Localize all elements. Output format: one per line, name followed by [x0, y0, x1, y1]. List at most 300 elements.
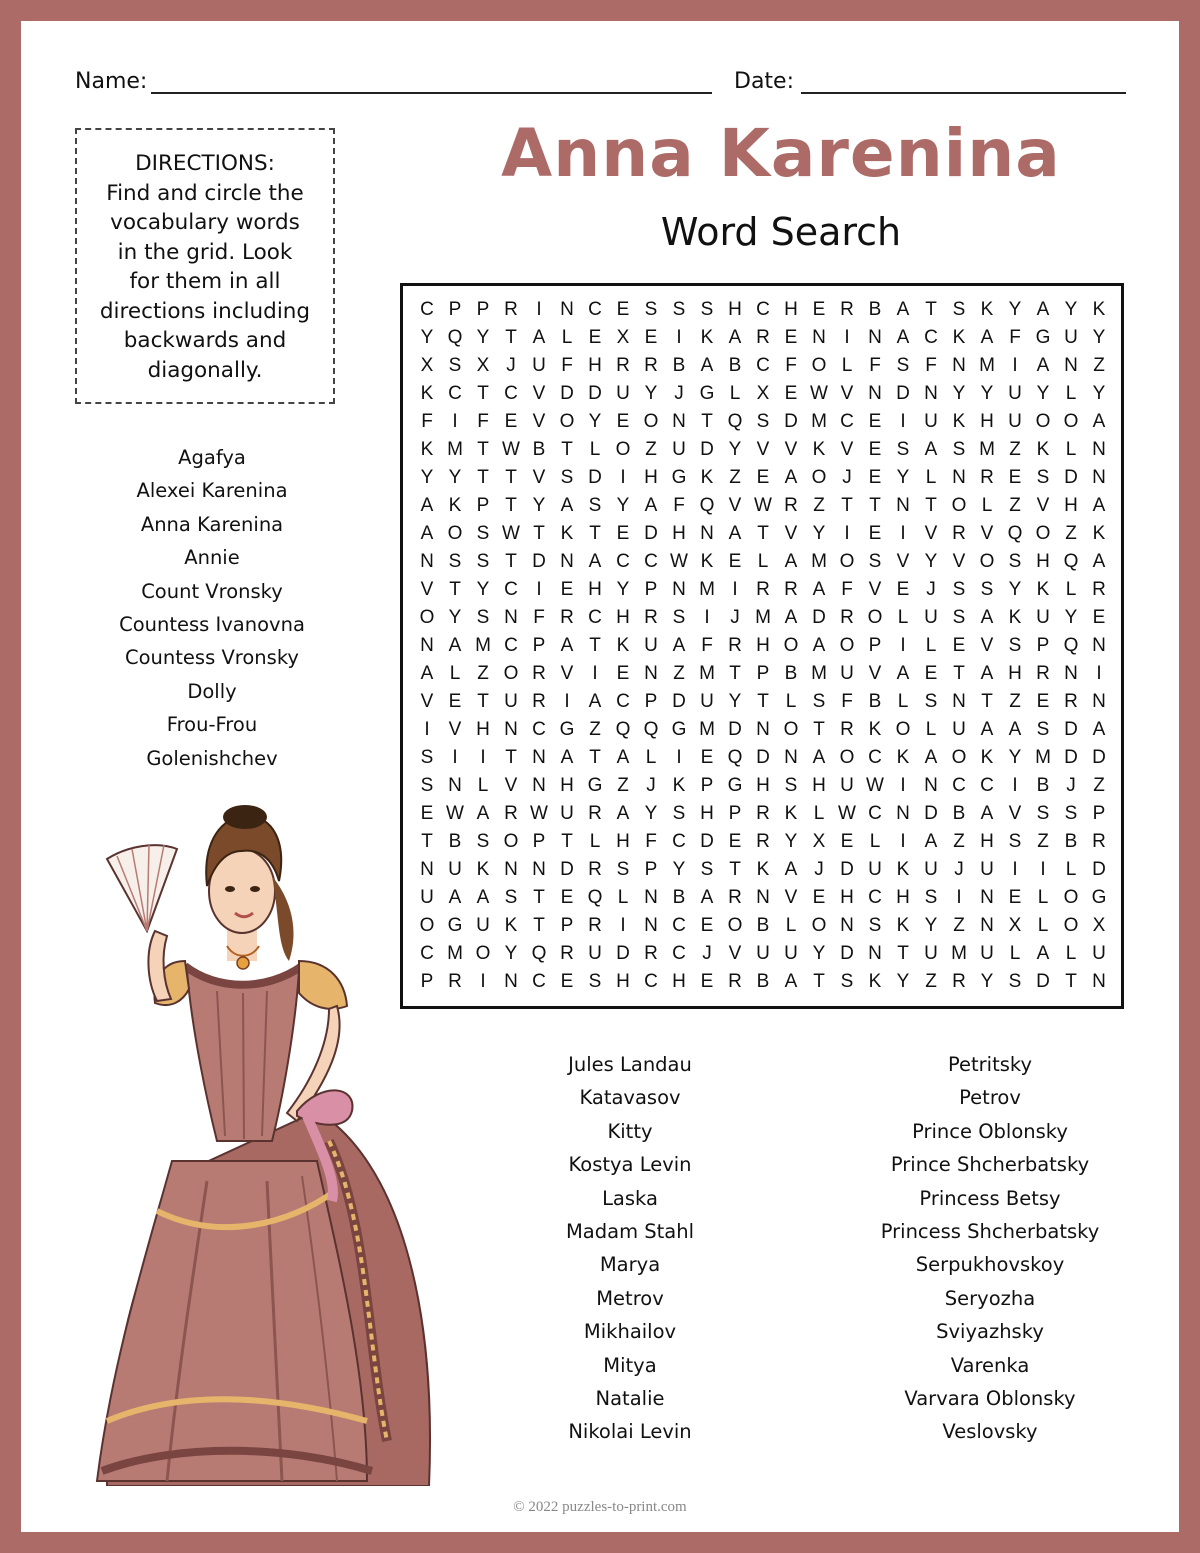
- grid-letter[interactable]: I: [1096, 663, 1102, 684]
- grid-letter[interactable]: A: [476, 887, 490, 908]
- grid-letter[interactable]: A: [924, 439, 938, 460]
- grid-letter[interactable]: O: [783, 635, 799, 656]
- grid-letter[interactable]: H: [812, 775, 826, 796]
- grid-letter[interactable]: T: [925, 495, 937, 516]
- grid-letter[interactable]: S: [1036, 467, 1050, 488]
- grid-letter[interactable]: X: [756, 383, 770, 404]
- grid-letter[interactable]: A: [1092, 551, 1106, 572]
- grid-letter[interactable]: F: [869, 355, 881, 376]
- grid-letter[interactable]: Z: [925, 971, 937, 992]
- grid-letter[interactable]: A: [784, 551, 798, 572]
- grid-letter[interactable]: R: [1064, 691, 1078, 712]
- grid-letter[interactable]: O: [867, 607, 883, 628]
- grid-letter[interactable]: A: [1036, 299, 1050, 320]
- grid-letter[interactable]: Y: [448, 607, 462, 628]
- grid-letter[interactable]: F: [645, 831, 657, 852]
- grid-letter[interactable]: E: [616, 523, 630, 544]
- grid-letter[interactable]: C: [952, 775, 966, 796]
- grid-letter[interactable]: V: [784, 887, 798, 908]
- grid-letter[interactable]: D: [784, 411, 798, 432]
- grid-letter[interactable]: R: [756, 803, 770, 824]
- grid-letter[interactable]: P: [700, 775, 714, 796]
- grid-letter[interactable]: Q: [699, 495, 715, 516]
- grid-letter[interactable]: X: [476, 355, 490, 376]
- grid-letter[interactable]: E: [784, 327, 798, 348]
- grid-letter[interactable]: Z: [1009, 495, 1021, 516]
- grid-letter[interactable]: E: [504, 411, 518, 432]
- grid-letter[interactable]: A: [1092, 495, 1106, 516]
- grid-letter[interactable]: C: [868, 887, 882, 908]
- grid-letter[interactable]: E: [448, 691, 462, 712]
- grid-letter[interactable]: C: [672, 943, 686, 964]
- grid-letter[interactable]: N: [560, 299, 574, 320]
- grid-letter[interactable]: Z: [589, 719, 601, 740]
- grid-letter[interactable]: U: [980, 943, 994, 964]
- grid-letter[interactable]: B: [672, 355, 686, 376]
- grid-letter[interactable]: N: [700, 523, 714, 544]
- grid-letter[interactable]: Q: [587, 887, 603, 908]
- grid-letter[interactable]: B: [952, 803, 966, 824]
- grid-letter[interactable]: E: [952, 635, 966, 656]
- grid-letter[interactable]: B: [868, 299, 882, 320]
- grid-letter[interactable]: V: [980, 635, 994, 656]
- grid-letter[interactable]: O: [503, 831, 519, 852]
- grid-letter[interactable]: E: [1008, 887, 1022, 908]
- grid-letter[interactable]: O: [503, 663, 519, 684]
- grid-letter[interactable]: T: [505, 495, 517, 516]
- grid-letter[interactable]: K: [700, 327, 714, 348]
- grid-letter[interactable]: J: [842, 467, 852, 488]
- grid-letter[interactable]: Y: [476, 579, 490, 600]
- grid-letter[interactable]: S: [672, 607, 686, 628]
- grid-letter[interactable]: P: [560, 915, 574, 936]
- grid-letter[interactable]: W: [530, 803, 548, 824]
- grid-letter[interactable]: K: [980, 747, 994, 768]
- grid-letter[interactable]: T: [561, 831, 573, 852]
- grid-letter[interactable]: P: [532, 831, 546, 852]
- grid-letter[interactable]: Q: [1063, 635, 1079, 656]
- grid-letter[interactable]: P: [476, 495, 490, 516]
- grid-letter[interactable]: M: [699, 719, 715, 740]
- grid-letter[interactable]: K: [1036, 579, 1050, 600]
- grid-letter[interactable]: M: [699, 663, 715, 684]
- grid-letter[interactable]: K: [504, 915, 518, 936]
- grid-letter[interactable]: S: [756, 411, 770, 432]
- grid-letter[interactable]: S: [588, 495, 602, 516]
- grid-letter[interactable]: O: [615, 439, 631, 460]
- grid-letter[interactable]: F: [785, 355, 797, 376]
- grid-letter[interactable]: S: [1036, 803, 1050, 824]
- grid-letter[interactable]: O: [895, 719, 911, 740]
- grid-letter[interactable]: N: [1092, 635, 1106, 656]
- grid-letter[interactable]: N: [812, 327, 826, 348]
- grid-letter[interactable]: S: [1008, 551, 1022, 572]
- grid-letter[interactable]: P: [868, 635, 882, 656]
- grid-letter[interactable]: N: [420, 859, 434, 880]
- grid-letter[interactable]: T: [477, 439, 489, 460]
- grid-letter[interactable]: R: [840, 719, 854, 740]
- grid-letter[interactable]: V: [952, 551, 966, 572]
- grid-letter[interactable]: I: [900, 831, 906, 852]
- grid-letter[interactable]: T: [561, 439, 573, 460]
- grid-letter[interactable]: H: [616, 971, 630, 992]
- grid-letter[interactable]: Y: [448, 467, 462, 488]
- grid-letter[interactable]: Z: [813, 495, 825, 516]
- grid-letter[interactable]: D: [616, 943, 630, 964]
- grid-letter[interactable]: A: [812, 747, 826, 768]
- grid-letter[interactable]: Y: [980, 383, 994, 404]
- grid-letter[interactable]: A: [980, 327, 994, 348]
- grid-letter[interactable]: I: [900, 775, 906, 796]
- grid-letter[interactable]: N: [1092, 467, 1106, 488]
- grid-letter[interactable]: A: [1036, 943, 1050, 964]
- grid-letter[interactable]: C: [672, 915, 686, 936]
- grid-letter[interactable]: I: [676, 327, 682, 348]
- grid-letter[interactable]: J: [926, 579, 936, 600]
- grid-letter[interactable]: L: [589, 831, 601, 852]
- grid-letter[interactable]: E: [756, 467, 770, 488]
- grid-letter[interactable]: Q: [727, 411, 743, 432]
- grid-letter[interactable]: N: [504, 859, 518, 880]
- grid-letter[interactable]: E: [924, 663, 938, 684]
- grid-letter[interactable]: A: [448, 887, 462, 908]
- grid-letter[interactable]: A: [644, 495, 658, 516]
- grid-letter[interactable]: Y: [728, 439, 742, 460]
- grid-letter[interactable]: P: [532, 635, 546, 656]
- grid-letter[interactable]: O: [783, 719, 799, 740]
- grid-letter[interactable]: U: [672, 439, 686, 460]
- grid-letter[interactable]: A: [980, 803, 994, 824]
- grid-letter[interactable]: N: [784, 747, 798, 768]
- grid-letter[interactable]: N: [532, 859, 546, 880]
- grid-letter[interactable]: D: [1092, 859, 1106, 880]
- grid-letter[interactable]: N: [560, 551, 574, 572]
- grid-letter[interactable]: U: [1008, 411, 1022, 432]
- grid-letter[interactable]: M: [979, 355, 995, 376]
- grid-letter[interactable]: T: [533, 523, 545, 544]
- grid-letter[interactable]: J: [506, 355, 516, 376]
- grid-letter[interactable]: A: [1092, 719, 1106, 740]
- grid-letter[interactable]: U: [420, 887, 434, 908]
- grid-letter[interactable]: P: [728, 803, 742, 824]
- grid-letter[interactable]: S: [924, 887, 938, 908]
- grid-letter[interactable]: T: [1065, 971, 1077, 992]
- grid-letter[interactable]: D: [1064, 747, 1078, 768]
- grid-letter[interactable]: N: [644, 663, 658, 684]
- grid-letter[interactable]: E: [868, 439, 882, 460]
- grid-letter[interactable]: Y: [812, 943, 826, 964]
- grid-letter[interactable]: O: [839, 747, 855, 768]
- grid-letter[interactable]: D: [532, 551, 546, 572]
- grid-letter[interactable]: F: [841, 579, 853, 600]
- grid-letter[interactable]: R: [728, 971, 742, 992]
- grid-letter[interactable]: U: [700, 691, 714, 712]
- grid-letter[interactable]: D: [700, 831, 714, 852]
- grid-letter[interactable]: Y: [616, 579, 630, 600]
- grid-letter[interactable]: L: [925, 635, 937, 656]
- grid-letter[interactable]: C: [868, 803, 882, 824]
- grid-letter[interactable]: P: [1036, 635, 1050, 656]
- grid-letter[interactable]: E: [868, 411, 882, 432]
- grid-letter[interactable]: R: [588, 803, 602, 824]
- grid-letter[interactable]: H: [672, 971, 686, 992]
- grid-letter[interactable]: C: [868, 747, 882, 768]
- grid-letter[interactable]: L: [785, 915, 797, 936]
- grid-letter[interactable]: H: [756, 635, 770, 656]
- grid-letter[interactable]: S: [504, 887, 518, 908]
- grid-letter[interactable]: S: [840, 971, 854, 992]
- grid-letter[interactable]: Y: [896, 971, 910, 992]
- grid-letter[interactable]: H: [784, 299, 798, 320]
- grid-letter[interactable]: U: [504, 691, 518, 712]
- grid-letter[interactable]: M: [811, 551, 827, 572]
- grid-letter[interactable]: O: [839, 635, 855, 656]
- grid-letter[interactable]: S: [1008, 831, 1022, 852]
- grid-letter[interactable]: G: [699, 383, 715, 404]
- grid-letter[interactable]: A: [420, 663, 434, 684]
- grid-letter[interactable]: T: [701, 411, 713, 432]
- grid-letter[interactable]: L: [589, 439, 601, 460]
- grid-letter[interactable]: U: [924, 859, 938, 880]
- grid-letter[interactable]: D: [560, 383, 574, 404]
- grid-letter[interactable]: C: [588, 607, 602, 628]
- grid-letter[interactable]: D: [672, 691, 686, 712]
- grid-letter[interactable]: K: [896, 747, 910, 768]
- grid-letter[interactable]: R: [644, 607, 658, 628]
- grid-letter[interactable]: T: [757, 523, 769, 544]
- grid-letter[interactable]: R: [756, 831, 770, 852]
- grid-letter[interactable]: U: [1036, 607, 1050, 628]
- grid-letter[interactable]: O: [1063, 915, 1079, 936]
- grid-letter[interactable]: S: [980, 579, 994, 600]
- grid-letter[interactable]: L: [869, 831, 881, 852]
- grid-letter[interactable]: X: [420, 355, 434, 376]
- grid-letter[interactable]: L: [897, 607, 909, 628]
- grid-letter[interactable]: N: [644, 887, 658, 908]
- grid-letter[interactable]: A: [476, 803, 490, 824]
- grid-letter[interactable]: P: [1092, 803, 1106, 824]
- grid-letter[interactable]: H: [588, 579, 602, 600]
- grid-letter[interactable]: N: [672, 411, 686, 432]
- grid-letter[interactable]: T: [729, 859, 741, 880]
- grid-letter[interactable]: I: [732, 579, 738, 600]
- grid-letter[interactable]: E: [728, 551, 742, 572]
- grid-letter[interactable]: S: [896, 355, 910, 376]
- grid-letter[interactable]: C: [420, 299, 434, 320]
- grid-letter[interactable]: F: [841, 691, 853, 712]
- grid-letter[interactable]: V: [448, 719, 462, 740]
- grid-letter[interactable]: I: [424, 719, 430, 740]
- grid-letter[interactable]: M: [951, 943, 967, 964]
- grid-letter[interactable]: I: [1012, 859, 1018, 880]
- grid-letter[interactable]: A: [784, 859, 798, 880]
- grid-letter[interactable]: Y: [532, 495, 546, 516]
- grid-letter[interactable]: C: [980, 775, 994, 796]
- grid-letter[interactable]: O: [1063, 887, 1079, 908]
- grid-letter[interactable]: V: [1036, 495, 1050, 516]
- grid-letter[interactable]: U: [952, 719, 966, 740]
- grid-letter[interactable]: E: [700, 915, 714, 936]
- grid-letter[interactable]: T: [477, 467, 489, 488]
- grid-letter[interactable]: P: [644, 859, 658, 880]
- grid-letter[interactable]: I: [480, 747, 486, 768]
- grid-letter[interactable]: X: [812, 831, 826, 852]
- grid-letter[interactable]: A: [700, 355, 714, 376]
- grid-letter[interactable]: C: [840, 411, 854, 432]
- grid-letter[interactable]: V: [784, 439, 798, 460]
- grid-letter[interactable]: L: [617, 887, 629, 908]
- grid-letter[interactable]: C: [504, 635, 518, 656]
- grid-letter[interactable]: E: [896, 579, 910, 600]
- grid-letter[interactable]: A: [812, 635, 826, 656]
- grid-letter[interactable]: N: [504, 607, 518, 628]
- grid-letter[interactable]: V: [420, 691, 434, 712]
- grid-letter[interactable]: L: [1037, 915, 1049, 936]
- grid-letter[interactable]: L: [925, 467, 937, 488]
- grid-letter[interactable]: V: [784, 523, 798, 544]
- grid-letter[interactable]: S: [784, 775, 798, 796]
- grid-letter[interactable]: R: [588, 859, 602, 880]
- grid-letter[interactable]: T: [477, 383, 489, 404]
- grid-letter[interactable]: A: [1036, 355, 1050, 376]
- grid-letter[interactable]: N: [896, 803, 910, 824]
- grid-letter[interactable]: H: [728, 299, 742, 320]
- grid-letter[interactable]: C: [532, 971, 546, 992]
- grid-letter[interactable]: D: [756, 747, 770, 768]
- grid-letter[interactable]: K: [868, 719, 882, 740]
- grid-letter[interactable]: K: [896, 915, 910, 936]
- grid-letter[interactable]: H: [644, 467, 658, 488]
- grid-letter[interactable]: H: [840, 887, 854, 908]
- grid-letter[interactable]: T: [589, 747, 601, 768]
- grid-letter[interactable]: N: [504, 971, 518, 992]
- grid-letter[interactable]: L: [925, 719, 937, 740]
- grid-letter[interactable]: U: [560, 803, 574, 824]
- grid-letter[interactable]: L: [645, 747, 657, 768]
- grid-letter[interactable]: Z: [1093, 775, 1105, 796]
- grid-letter[interactable]: I: [1040, 859, 1046, 880]
- grid-letter[interactable]: R: [644, 355, 658, 376]
- grid-letter[interactable]: N: [420, 635, 434, 656]
- grid-letter[interactable]: S: [868, 551, 882, 572]
- grid-letter[interactable]: Z: [1009, 691, 1021, 712]
- grid-letter[interactable]: G: [447, 915, 463, 936]
- grid-letter[interactable]: D: [1064, 719, 1078, 740]
- grid-letter[interactable]: Z: [953, 831, 965, 852]
- grid-letter[interactable]: V: [728, 495, 742, 516]
- grid-letter[interactable]: N: [1064, 663, 1078, 684]
- grid-letter[interactable]: T: [925, 299, 937, 320]
- grid-letter[interactable]: A: [616, 803, 630, 824]
- grid-letter[interactable]: S: [1008, 635, 1022, 656]
- grid-letter[interactable]: K: [1008, 607, 1022, 628]
- grid-letter[interactable]: I: [536, 579, 542, 600]
- grid-letter[interactable]: T: [477, 691, 489, 712]
- grid-letter[interactable]: B: [756, 915, 770, 936]
- grid-letter[interactable]: N: [924, 383, 938, 404]
- grid-letter[interactable]: G: [671, 467, 687, 488]
- grid-letter[interactable]: P: [420, 971, 434, 992]
- grid-letter[interactable]: E: [700, 971, 714, 992]
- grid-letter[interactable]: O: [1063, 411, 1079, 432]
- grid-letter[interactable]: H: [588, 355, 602, 376]
- grid-letter[interactable]: S: [868, 915, 882, 936]
- grid-letter[interactable]: G: [587, 775, 603, 796]
- grid-letter[interactable]: C: [924, 327, 938, 348]
- grid-letter[interactable]: N: [1092, 691, 1106, 712]
- grid-letter[interactable]: J: [730, 607, 740, 628]
- grid-letter[interactable]: K: [420, 439, 434, 460]
- grid-letter[interactable]: F: [925, 355, 937, 376]
- grid-letter[interactable]: Q: [615, 719, 631, 740]
- grid-letter[interactable]: C: [588, 299, 602, 320]
- grid-letter[interactable]: Z: [1009, 439, 1021, 460]
- grid-letter[interactable]: Y: [1008, 579, 1022, 600]
- grid-letter[interactable]: T: [841, 495, 853, 516]
- grid-letter[interactable]: K: [700, 467, 714, 488]
- grid-letter[interactable]: Y: [980, 971, 994, 992]
- grid-letter[interactable]: R: [784, 495, 798, 516]
- grid-letter[interactable]: C: [756, 299, 770, 320]
- grid-letter[interactable]: C: [644, 551, 658, 572]
- grid-letter[interactable]: P: [644, 691, 658, 712]
- grid-letter[interactable]: Y: [924, 551, 938, 572]
- grid-letter[interactable]: N: [896, 495, 910, 516]
- date-field-line[interactable]: [801, 92, 1126, 94]
- grid-letter[interactable]: U: [1008, 383, 1022, 404]
- grid-letter[interactable]: W: [810, 383, 828, 404]
- grid-letter[interactable]: Y: [504, 943, 518, 964]
- grid-letter[interactable]: P: [476, 299, 490, 320]
- grid-letter[interactable]: D: [896, 383, 910, 404]
- grid-letter[interactable]: I: [900, 635, 906, 656]
- grid-letter[interactable]: B: [1036, 775, 1050, 796]
- grid-letter[interactable]: S: [588, 971, 602, 992]
- grid-letter[interactable]: G: [671, 719, 687, 740]
- grid-letter[interactable]: E: [616, 411, 630, 432]
- grid-letter[interactable]: R: [756, 327, 770, 348]
- grid-letter[interactable]: Z: [729, 467, 741, 488]
- grid-letter[interactable]: R: [588, 915, 602, 936]
- grid-letter[interactable]: E: [700, 747, 714, 768]
- grid-letter[interactable]: K: [448, 495, 462, 516]
- grid-letter[interactable]: T: [505, 551, 517, 572]
- grid-letter[interactable]: S: [672, 803, 686, 824]
- grid-letter[interactable]: H: [1008, 663, 1022, 684]
- grid-letter[interactable]: Z: [1065, 523, 1077, 544]
- grid-letter[interactable]: N: [952, 467, 966, 488]
- grid-letter[interactable]: A: [728, 523, 742, 544]
- grid-letter[interactable]: L: [897, 691, 909, 712]
- grid-letter[interactable]: T: [729, 663, 741, 684]
- grid-letter[interactable]: S: [952, 299, 966, 320]
- grid-letter[interactable]: X: [616, 327, 630, 348]
- grid-letter[interactable]: S: [448, 551, 462, 572]
- grid-letter[interactable]: R: [840, 299, 854, 320]
- grid-letter[interactable]: B: [532, 439, 546, 460]
- grid-letter[interactable]: D: [1064, 467, 1078, 488]
- grid-letter[interactable]: N: [868, 383, 882, 404]
- grid-letter[interactable]: S: [420, 747, 434, 768]
- grid-letter[interactable]: W: [502, 439, 520, 460]
- grid-letter[interactable]: Z: [645, 439, 657, 460]
- grid-letter[interactable]: B: [868, 691, 882, 712]
- grid-letter[interactable]: R: [504, 803, 518, 824]
- grid-letter[interactable]: N: [952, 355, 966, 376]
- grid-letter[interactable]: Q: [1007, 523, 1023, 544]
- grid-letter[interactable]: I: [844, 327, 850, 348]
- grid-letter[interactable]: K: [784, 803, 798, 824]
